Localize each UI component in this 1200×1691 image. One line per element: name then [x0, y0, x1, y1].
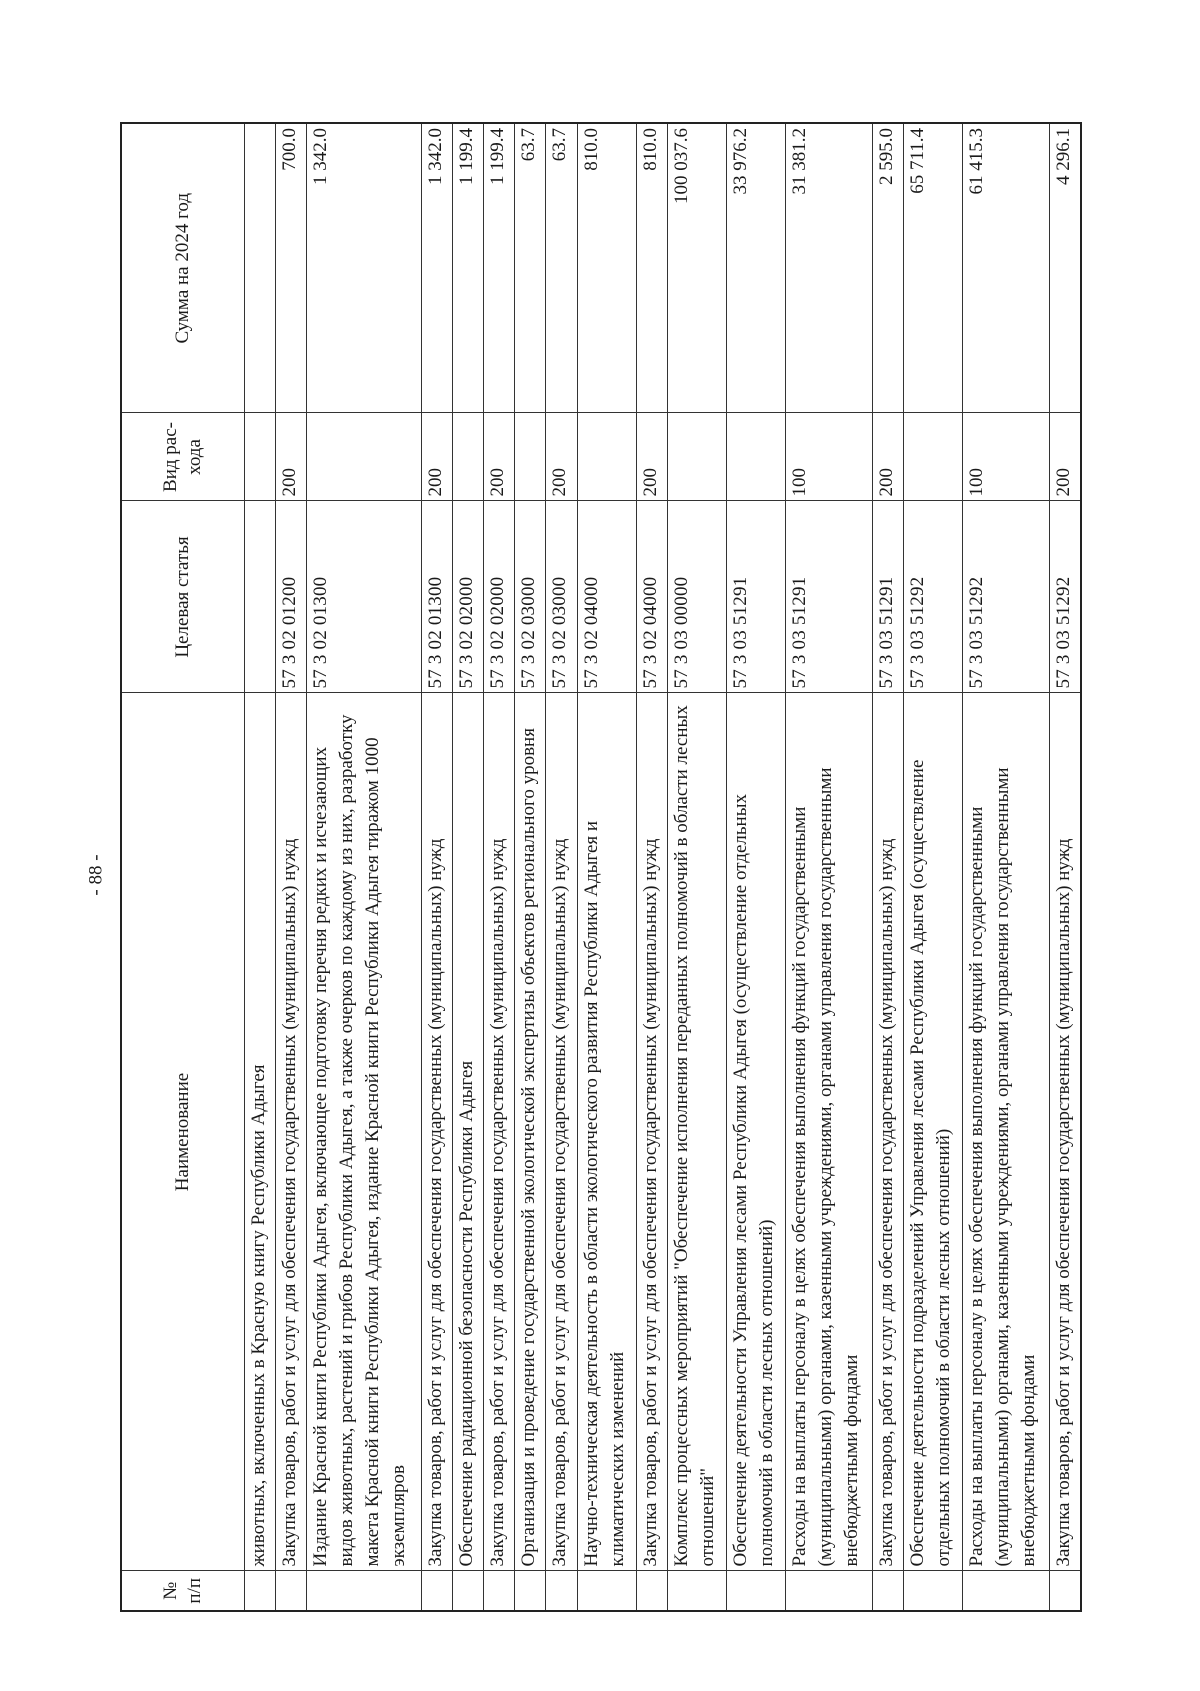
- cell-number: [726, 1571, 785, 1611]
- table-body: [245, 123, 1082, 1611]
- cell-target-article: [245, 501, 276, 693]
- table-row: [726, 123, 785, 1611]
- cell-target-article: 57 3 02 01200: [276, 501, 307, 693]
- cell-name: Обеспечение радиационной безопасности Республики Адыгея: [453, 693, 484, 1571]
- table-row: [1049, 123, 1081, 1611]
- header-sum-2024: Сумма на 2024 год: [121, 123, 245, 413]
- cell-name: Организация и проведение государственной экологической экспертизы объектов регионального уровня: [515, 693, 546, 1571]
- cell-number: [484, 1571, 515, 1611]
- cell-name: Закупка товаров, работ и услуг для обеспечения государственных (муниципальных) нужд: [422, 693, 453, 1571]
- cell-sum: 810.0: [577, 123, 636, 413]
- cell-target-article: 57 3 02 03000: [546, 501, 577, 693]
- cell-name: Закупка товаров, работ и услуг для обеспечения государственных (муниципальных) нужд: [872, 693, 903, 1571]
- cell-name: Закупка товаров, работ и услуг для обеспечения государственных (муниципальных) нужд: [1049, 693, 1081, 1571]
- cell-number: [515, 1571, 546, 1611]
- header-number: № п/п: [121, 1571, 245, 1611]
- header-target-article: Целевая статья: [121, 501, 245, 693]
- cell-number: [1049, 1571, 1081, 1611]
- page-number: - 88 -: [86, 854, 107, 896]
- cell-number: [453, 1571, 484, 1611]
- cell-target-article: 57 3 03 00000: [667, 501, 726, 693]
- cell-target-article: 57 3 02 02000: [453, 501, 484, 693]
- table-row: [307, 123, 422, 1611]
- cell-target-article: 57 3 03 51291: [726, 501, 785, 693]
- cell-expense-type: 200: [422, 413, 453, 501]
- cell-expense-type: [453, 413, 484, 501]
- cell-target-article: 57 3 03 51291: [785, 501, 872, 693]
- table-row: [667, 123, 726, 1611]
- cell-name: Закупка товаров, работ и услуг для обеспечения государственных (муниципальных) нужд: [276, 693, 307, 1571]
- cell-target-article: 57 3 02 01300: [307, 501, 422, 693]
- cell-target-article: 57 3 02 02000: [484, 501, 515, 693]
- cell-target-article: 57 3 02 03000: [515, 501, 546, 693]
- table-row: [546, 123, 577, 1611]
- cell-number: [422, 1571, 453, 1611]
- cell-sum: 63.7: [515, 123, 546, 413]
- cell-name: Закупка товаров, работ и услуг для обеспечения государственных (муниципальных) нужд: [546, 693, 577, 1571]
- cell-sum: 63.7: [546, 123, 577, 413]
- cell-sum: 2 595.0: [872, 123, 903, 413]
- cell-name: Обеспечение деятельности Управления лесами Республики Адыгея (осуществление отдельных полномочий в области лесных отношений): [726, 693, 785, 1571]
- cell-expense-type: 100: [785, 413, 872, 501]
- cell-expense-type: 200: [546, 413, 577, 501]
- cell-expense-type: 200: [636, 413, 667, 501]
- cell-sum: 61 415.3: [962, 123, 1049, 413]
- table-row: [785, 123, 872, 1611]
- cell-sum: 1 199.4: [484, 123, 515, 413]
- cell-expense-type: 200: [484, 413, 515, 501]
- cell-name: Научно-техническая деятельность в области экологического развития Республики Адыгея и климатических изменений: [577, 693, 636, 1571]
- cell-name: Закупка товаров, работ и услуг для обеспечения государственных (муниципальных) нужд: [484, 693, 515, 1571]
- cell-name: животных, включенных в Красную книгу Республики Адыгея: [245, 693, 276, 1571]
- cell-target-article: 57 3 02 04000: [577, 501, 636, 693]
- header-expense-type: Вид рас-хода: [121, 413, 245, 501]
- cell-sum: 65 711.4: [903, 123, 962, 413]
- cell-expense-type: 200: [872, 413, 903, 501]
- cell-target-article: 57 3 03 51291: [872, 501, 903, 693]
- cell-target-article: 57 3 03 51292: [903, 501, 962, 693]
- cell-sum: 4 296.1: [1049, 123, 1081, 413]
- table-header-row: [121, 123, 245, 1611]
- cell-number: [785, 1571, 872, 1611]
- cell-name: Комплекс процессных мероприятий "Обеспечение исполнения переданных полномочий в области лесных отношений": [667, 693, 726, 1571]
- cell-expense-type: [307, 413, 422, 501]
- table-row: [962, 123, 1049, 1611]
- cell-number: [903, 1571, 962, 1611]
- cell-number: [245, 1571, 276, 1611]
- cell-expense-type: [577, 413, 636, 501]
- cell-target-article: 57 3 02 04000: [636, 501, 667, 693]
- cell-sum: [245, 123, 276, 413]
- cell-sum: 1 342.0: [422, 123, 453, 413]
- table-row: [903, 123, 962, 1611]
- cell-number: [667, 1571, 726, 1611]
- cell-expense-type: [726, 413, 785, 501]
- table-row: [422, 123, 453, 1611]
- cell-target-article: 57 3 03 51292: [1049, 501, 1081, 693]
- cell-sum: 810.0: [636, 123, 667, 413]
- cell-sum: 1 199.4: [453, 123, 484, 413]
- cell-target-article: 57 3 03 51292: [962, 501, 1049, 693]
- cell-expense-type: 200: [1049, 413, 1081, 501]
- cell-sum: 31 381.2: [785, 123, 872, 413]
- table-row: [453, 123, 484, 1611]
- budget-table: [120, 122, 1082, 1612]
- table-row: [276, 123, 307, 1611]
- cell-name: Расходы на выплаты персоналу в целях обеспечения выполнения функций государственными (муниципальными) органами, казенными учреждениями, органами управления государственными внебюджетными фондами: [962, 693, 1049, 1571]
- cell-expense-type: [667, 413, 726, 501]
- cell-number: [962, 1571, 1049, 1611]
- table-row: [245, 123, 276, 1611]
- cell-number: [872, 1571, 903, 1611]
- cell-number: [276, 1571, 307, 1611]
- cell-sum: 100 037.6: [667, 123, 726, 413]
- cell-target-article: 57 3 02 01300: [422, 501, 453, 693]
- cell-number: [577, 1571, 636, 1611]
- cell-name: Издание Красной книги Республики Адыгея, включающее подготовку перечня редких и исчезающих видов животных, растений и грибов Республики Адыгея, а также очерков по каждому из них, разработку макета Красной книги Республики Адыгея, издание Красной книги Республики Адыгея тиражом 1000 экземпляров: [307, 693, 422, 1571]
- cell-sum: 33 976.2: [726, 123, 785, 413]
- cell-expense-type: [903, 413, 962, 501]
- cell-expense-type: [245, 413, 276, 501]
- cell-name: Расходы на выплаты персоналу в целях обеспечения выполнения функций государственными (муниципальными) органами, казенными учреждениями, органами управления государственными внебюджетными фондами: [785, 693, 872, 1571]
- cell-expense-type: 100: [962, 413, 1049, 501]
- table-row: [577, 123, 636, 1611]
- table-row: [515, 123, 546, 1611]
- cell-number: [636, 1571, 667, 1611]
- header-name: Наименование: [121, 693, 245, 1571]
- table-row: [636, 123, 667, 1611]
- cell-sum: 700.0: [276, 123, 307, 413]
- cell-number: [307, 1571, 422, 1611]
- table-row: [872, 123, 903, 1611]
- table-row: [484, 123, 515, 1611]
- cell-number: [546, 1571, 577, 1611]
- cell-name: Закупка товаров, работ и услуг для обеспечения государственных (муниципальных) нужд: [636, 693, 667, 1571]
- cell-sum: 1 342.0: [307, 123, 422, 413]
- cell-expense-type: 200: [276, 413, 307, 501]
- cell-expense-type: [515, 413, 546, 501]
- rotated-table-container: [120, 124, 1082, 1612]
- cell-name: Обеспечение деятельности подразделений Управления лесами Республики Адыгея (осуществление отдельных полномочий в области лесных отношений): [903, 693, 962, 1571]
